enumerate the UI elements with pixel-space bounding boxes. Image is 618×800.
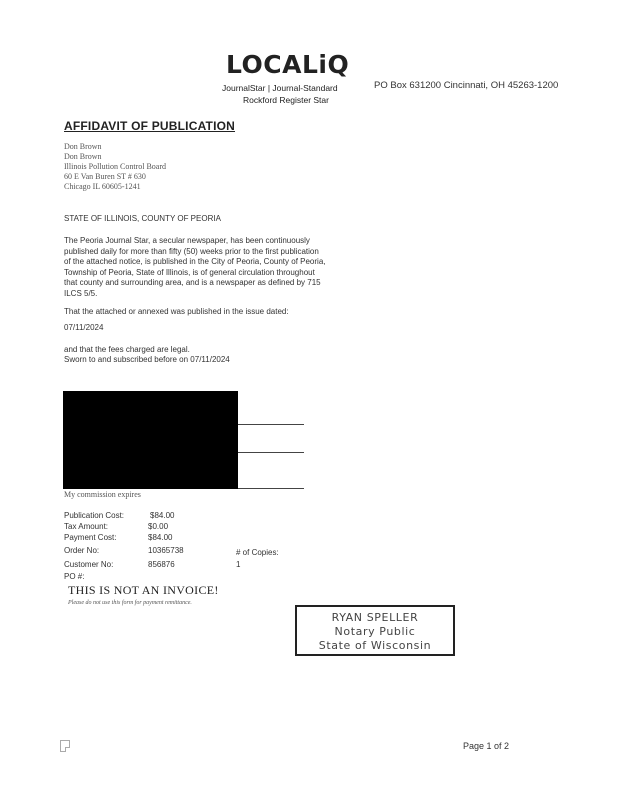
recipient-name: Don Brown [64,142,102,151]
notary-state: State of Wisconsin [318,639,432,652]
page-indicator: Page 1 of 2 [463,741,510,751]
state-county-line: STATE OF ILLINOIS, COUNTY OF PEORIA [64,214,221,223]
publications-line-1: JournalStar | Journal-Standard [222,83,338,93]
recipient-street: 60 E Van Buren ST # 630 [64,172,146,181]
order-no-label: Order No: [64,546,100,555]
fees-legal-statement: and that the fees charged are legal. [64,345,190,354]
redacted-signature-block [63,391,238,489]
commission-expires-label: My commission expires [64,490,141,499]
recipient-city: Chicago IL 60605-1241 [64,182,141,191]
signature-line [238,488,304,489]
tax-amount-value: $0.00 [148,522,169,531]
payment-cost-value: $84.00 [148,533,173,542]
remittance-note: Please do not use this form for payment remittance. [68,600,192,606]
affidavit-paragraph: The Peoria Journal Star, a secular newspaper, has been continuously published daily for more than fifty (50) weeks prior to the first publication of the attached notice, is published in the City of Peoria, County of Peoria, Township of Peoria, State of Illinois, is of general circulation throughout that county and surrounding area, and is a newspaper as defined by 715 ILCS 5/5. [64,236,326,298]
return-address: PO Box 631200 Cincinnati, OH 45263-1200 [374,80,559,91]
publication-cost-label: Publication Cost: [64,511,125,520]
notary-title: Notary Public [334,625,416,638]
signature-line [238,452,304,453]
issue-date: 07/11/2024 [64,323,104,332]
localiq-logo: LOCALiQ [226,50,350,79]
customer-no-label: Customer No: [64,560,114,569]
customer-no-value: 856876 [148,560,175,569]
not-invoice-notice: THIS IS NOT AN INVOICE! [68,583,219,597]
publications-line-2: Rockford Register Star [243,95,329,105]
po-number-label: PO #: [64,572,85,581]
recipient-address-block [64,142,166,192]
order-no-value: 10365738 [148,546,184,555]
publication-statement: That the attached or annexed was published in the issue dated: [64,307,289,316]
notary-name: RYAN SPELLER [331,611,419,624]
sworn-statement: Sworn to and subscribed before on 07/11/2024 [64,355,230,364]
signature-line [238,424,304,425]
publication-cost-value: $84.00 [150,511,175,520]
recipient-organization: Illinois Pollution Control Board [64,162,167,171]
copies-label: # of Copies: [236,548,279,557]
page-icon [60,740,70,752]
copies-value: 1 [236,560,241,569]
payment-cost-label: Payment Cost: [64,533,117,542]
document-title: AFFIDAVIT OF PUBLICATION [64,119,236,133]
notary-stamp [295,605,455,656]
tax-amount-label: Tax Amount: [64,522,109,531]
recipient-attention: Don Brown [64,152,102,161]
